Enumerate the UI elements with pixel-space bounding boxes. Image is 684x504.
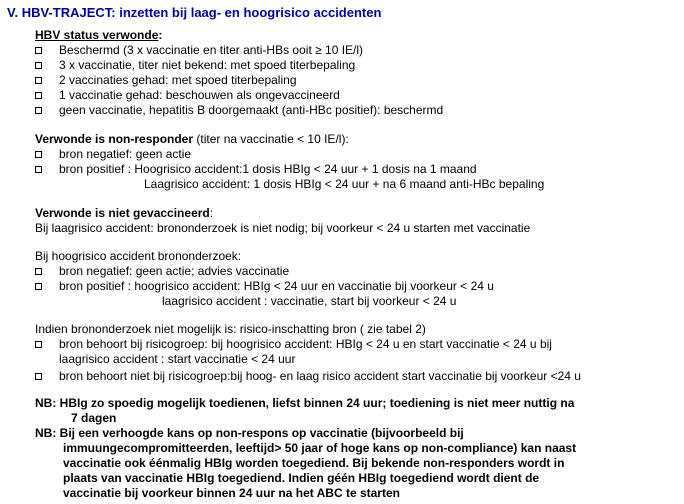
checkbox-bullet-icon — [35, 166, 42, 173]
checkbox-bullet-icon — [35, 92, 42, 99]
checkbox-bullet-icon — [35, 283, 42, 290]
impossible-item: bron behoort niet bij risicogroep:bij hoog- en laag risico accident start vaccinatie bij voorkeur <24 u — [35, 369, 675, 383]
unvaccinated-item: bron negatief: geen actie; advies vaccinatie — [35, 264, 635, 278]
note-1-continuation: 7 dagen — [71, 411, 117, 425]
unvaccinated-text: Bij hoogrisico accident brononderzoek: — [35, 249, 242, 263]
checkbox-bullet-icon — [35, 151, 42, 158]
checkbox-bullet-icon — [35, 62, 42, 69]
status-item: Beschermd (3 x vaccinatie en titer anti-HBs ooit ≥ 10 IE/l) — [35, 43, 635, 57]
note-1: NB: HBIg zo spoedig mogelijk toedienen, liefst binnen 24 uur; toediening is niet meer nuttig na — [35, 396, 575, 410]
note-2-continuation: plaats van vaccinatie HBIg toegediend. Indien géén HBIg toegediend wordt dient de — [63, 471, 540, 485]
unvaccinated-text: Bij laagrisico accident: brononderzoek is niet nodig; bij voorkeur < 24 u starten met vaccinatie — [35, 221, 531, 235]
nonresponder-heading: Verwonde is non-responder (titer na vaccinatie < 10 IE/l): — [35, 132, 349, 146]
nonresponder-item: bron negatief: geen actie — [35, 147, 635, 161]
checkbox-bullet-icon — [35, 341, 42, 348]
unvaccinated-heading: Verwonde is niet gevaccineerd: — [35, 206, 214, 220]
impossible-item: bron behoort bij risicogroep: bij hoogrisico accident: HBIg < 24 u en start vaccinatie < 24 u bij — [35, 337, 675, 351]
note-2-continuation: immuungecompromitteerden, leeftijd> 50 jaar of hoge kans op non-compliance) kan naast — [63, 441, 577, 455]
page-title: V. HBV-TRAJECT: inzetten bij laag- en hoogrisico accidenten — [7, 5, 382, 20]
impossible-item-continuation: laagrisico accident : start vaccinatie < 24 uur — [59, 352, 296, 366]
unvaccinated-item: bron positief : hoogrisico accident: HBIg < 24 uur en vaccinatie bij voorkeur < 24 u — [35, 279, 635, 293]
note-2-continuation: vaccinatie bij voorkeur binnen 24 uur na het ABC te starten — [63, 486, 400, 500]
status-item: 3 x vaccinatie, titer niet bekend: met spoed titerbepaling — [35, 58, 635, 72]
note-2-continuation: vaccinatie ook éénmalig HBIg worden toegediend. Bij bekende non-responders wordt in — [63, 456, 565, 470]
status-item: 2 vaccinaties gehad: met spoed titerbepaling — [35, 73, 635, 87]
checkbox-bullet-icon — [35, 77, 42, 84]
nonresponder-item: bron positief : Hoogrisico accident:1 dosis HBIg < 24 uur + 1 dosis na 1 maand — [35, 162, 635, 176]
checkbox-bullet-icon — [35, 107, 42, 114]
nonresponder-item-continuation: Laagrisico accident: 1 dosis HBIg < 24 uur + na 6 maand anti-HBc bepaling — [144, 177, 545, 191]
impossible-text: Indien brononderzoek niet mogelijk is: risico-inschatting bron ( zie tabel 2) — [35, 322, 426, 336]
status-heading: HBV status verwonde: — [35, 28, 163, 42]
checkbox-bullet-icon — [35, 373, 42, 380]
checkbox-bullet-icon — [35, 47, 42, 54]
unvaccinated-item-continuation: laagrisico accident : vaccinatie, start bij voorkeur < 24 u — [162, 294, 457, 308]
checkbox-bullet-icon — [35, 268, 42, 275]
status-item: geen vaccinatie, hepatitis B doorgemaakt (anti-HBc positief): beschermd — [35, 103, 635, 117]
note-2: NB: Bij een verhoogde kans op non-respons op vaccinatie (bijvoorbeeld bij — [35, 426, 464, 440]
status-item: 1 vaccinatie gehad: beschouwen als ongevaccineerd — [35, 88, 635, 102]
